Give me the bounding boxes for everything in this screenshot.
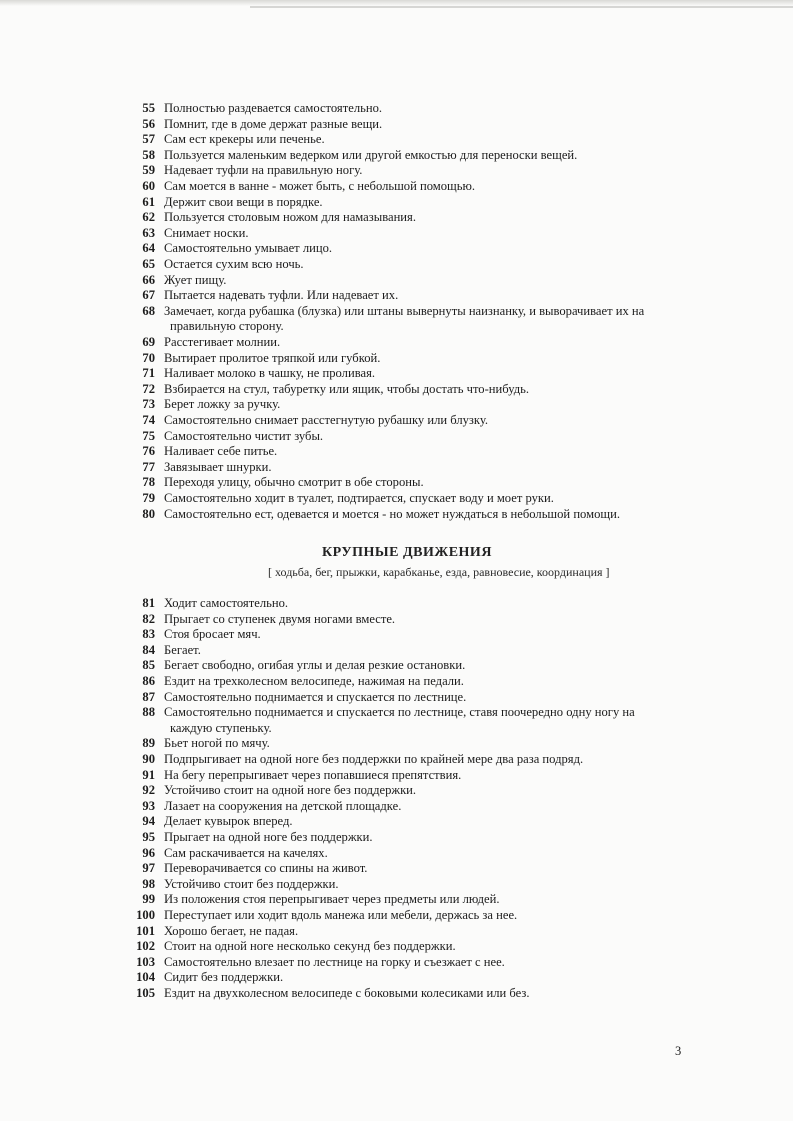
item-number: 57	[142, 132, 155, 147]
item-number: 82	[142, 611, 155, 626]
item-text: Сидит без поддержки.	[164, 970, 284, 985]
list-item	[143, 382, 683, 398]
item-number: 58	[142, 147, 155, 162]
item-text: Самостоятельно поднимается и спускается по лестнице, ставя поочередно одну ногу на	[164, 705, 635, 720]
list-item	[143, 397, 683, 413]
item-number: 88	[142, 705, 155, 720]
list-item	[143, 596, 683, 612]
list-item	[143, 351, 683, 367]
item-text: Самостоятельно умывает лицо.	[164, 241, 333, 256]
item-text: Расстегивает молнии.	[164, 335, 281, 349]
item-text: Ездит на двухколесном велосипеде с боковыми колесиками или без.	[164, 986, 530, 1000]
item-text: Подпрыгивает на одной ноге без поддержки по крайней мере два раза подряд.	[164, 752, 584, 766]
item-number: 72	[142, 381, 155, 396]
item-text: Бьет ногой по мячу.	[164, 736, 270, 751]
item-number: 71	[142, 366, 155, 381]
item-number: 62	[142, 210, 155, 225]
list-item	[143, 752, 683, 768]
item-number: 66	[142, 272, 155, 287]
list-item	[143, 132, 683, 148]
list-item	[143, 117, 683, 133]
list-item	[143, 444, 683, 460]
list-item	[143, 335, 683, 351]
item-text: Ходит самостоятельно.	[164, 596, 289, 610]
item-number: 104	[136, 970, 155, 985]
item-text-continuation: правильную сторону.	[170, 319, 284, 334]
item-number: 101	[136, 923, 155, 938]
item-text: Стоит на одной ноге несколько секунд без поддержки.	[164, 939, 456, 954]
item-number: 96	[142, 845, 155, 860]
section-title: КРУПНЫЕ ДВИЖЕНИЯ	[322, 545, 492, 560]
item-number: 100	[136, 908, 155, 922]
item-text: Самостоятельно влезает по лестнице на горку и съезжает с нее.	[164, 954, 505, 969]
list-item	[143, 179, 683, 195]
item-text: Держит свои вещи в порядке.	[164, 194, 323, 209]
item-number: 73	[142, 397, 155, 412]
list-item	[143, 304, 683, 335]
item-number: 89	[142, 736, 155, 751]
list-item	[143, 507, 683, 523]
item-number: 85	[142, 658, 155, 673]
item-text: Прыгает со ступенек двумя ногами вместе.	[164, 611, 396, 626]
item-number: 86	[142, 674, 155, 688]
item-text: Устойчиво стоит на одной ноге без поддержки.	[164, 783, 417, 798]
item-text: Наливает молоко в чашку, не проливая.	[164, 366, 376, 381]
list-item	[136, 908, 683, 924]
item-number: 87	[142, 689, 155, 704]
item-text: Сам ест крекеры или печенье.	[164, 132, 325, 147]
item-number: 79	[142, 491, 155, 505]
list-item	[143, 257, 683, 273]
item-text: Переступает или ходит вдоль манежа или мебели, держась за нее.	[164, 908, 518, 922]
list-item	[143, 163, 683, 179]
item-number: 103	[136, 954, 155, 969]
item-number: 95	[142, 830, 155, 844]
list-item	[143, 366, 683, 382]
item-text: Остается сухим всю ночь.	[164, 257, 304, 271]
item-number: 70	[142, 350, 155, 365]
list-item	[143, 460, 683, 476]
list-item	[143, 892, 683, 908]
item-text: Самостоятельно снимает расстегнутую рубашку или блузку.	[164, 413, 489, 427]
item-number: 94	[142, 814, 155, 829]
list-item	[143, 846, 683, 862]
item-text: Надевает туфли на правильную ногу.	[164, 163, 363, 178]
item-number: 83	[142, 627, 155, 642]
list-item	[136, 939, 683, 955]
item-text: Сам раскачивается на качелях.	[164, 845, 328, 860]
item-text: Пытается надевать туфли. Или надевает их.	[164, 288, 399, 303]
item-text: Делает кувырок вперед.	[164, 814, 293, 829]
item-number: 97	[142, 861, 155, 876]
item-number: 61	[142, 194, 155, 209]
item-number: 56	[142, 116, 155, 131]
item-text: Переходя улицу, обычно смотрит в обе стороны.	[164, 475, 424, 490]
item-number: 67	[142, 288, 155, 303]
item-number: 55	[142, 101, 155, 115]
list-item	[143, 814, 683, 830]
list-item	[143, 768, 683, 784]
list-item	[143, 429, 683, 445]
item-number: 68	[142, 303, 155, 318]
item-text: Замечает, когда рубашка (блузка) или штаны вывернуты наизнанку, и выворачивает их на	[164, 303, 645, 318]
item-number: 99	[142, 892, 155, 907]
item-text: Самостоятельно ходит в туалет, подтирается, спускает воду и моет руки.	[164, 491, 554, 505]
item-text: Пользуется столовым ножом для намазывания.	[164, 210, 416, 225]
item-number: 75	[142, 428, 155, 443]
item-text: Снимает носки.	[164, 225, 249, 240]
list-item	[143, 799, 683, 815]
list-item	[143, 658, 683, 674]
list-item	[136, 923, 683, 940]
item-number: 91	[142, 767, 155, 782]
item-number: 74	[142, 413, 155, 427]
item-text: Помнит, где в доме держат разные вещи.	[164, 116, 383, 131]
item-number: 80	[142, 506, 155, 521]
list-item	[143, 210, 683, 226]
page-top-shadow	[250, 6, 793, 8]
item-number: 65	[142, 257, 155, 271]
item-text: Устойчиво стоит без поддержки.	[164, 876, 339, 891]
item-number: 59	[142, 163, 155, 178]
item-text: Самостоятельно ест, одевается и моется - но может нуждаться в небольшой помощи.	[164, 506, 620, 521]
item-text: Из положения стоя перепрыгивает через предметы или людей.	[164, 892, 500, 907]
list-item	[136, 986, 683, 1002]
list-item	[143, 627, 683, 643]
list-item	[143, 643, 683, 659]
item-number: 76	[142, 444, 155, 459]
item-text: Завязывает шнурки.	[164, 459, 272, 474]
list-item	[143, 475, 683, 491]
item-number: 60	[142, 179, 155, 193]
list-item	[143, 783, 683, 799]
item-number: 78	[142, 475, 155, 490]
list-item	[143, 288, 683, 304]
list-item	[143, 736, 683, 752]
item-text: Самостоятельно чистит зубы.	[164, 428, 324, 443]
item-text: Прыгает на одной ноге без поддержки.	[164, 830, 373, 844]
list-item	[143, 491, 683, 507]
list-item	[143, 674, 683, 690]
item-number: 93	[142, 798, 155, 813]
item-number: 64	[142, 241, 155, 256]
list-item	[143, 195, 683, 211]
list-item	[143, 273, 683, 289]
item-number: 92	[142, 783, 155, 798]
item-text: Берет ложку за ручку.	[164, 397, 281, 412]
item-text: Жует пищу.	[164, 272, 227, 287]
item-text: Вытирает пролитое тряпкой или губкой.	[164, 350, 381, 365]
item-text: Сам моется в ванне - может быть, с небольшой помощью.	[164, 179, 476, 193]
item-number: 105	[136, 986, 155, 1000]
item-number: 81	[142, 596, 155, 610]
item-text: Полностью раздевается самостоятельно.	[164, 101, 383, 115]
list-item	[143, 690, 683, 706]
item-number: 69	[142, 335, 155, 349]
list-item	[143, 705, 683, 736]
item-text: Самостоятельно поднимается и спускается по лестнице.	[164, 689, 467, 704]
item-text: Ездит на трехколесном велосипеде, нажимая на педали.	[164, 674, 464, 688]
item-text: Бегает свободно, огибая углы и делая резкие остановки.	[164, 658, 466, 673]
list-item	[143, 241, 683, 257]
item-number: 90	[142, 752, 155, 766]
item-text: Хорошо бегает, не падая.	[164, 923, 299, 938]
list-item	[143, 148, 683, 164]
item-text: Лазает на сооружения на детской площадке.	[164, 798, 402, 813]
list-item	[143, 226, 683, 242]
list-item	[143, 413, 683, 429]
item-text: Пользуется маленьким ведерком или другой емкостью для переноски вещей.	[164, 147, 578, 162]
list-item	[143, 877, 683, 893]
list-item	[136, 954, 683, 971]
item-number: 84	[142, 642, 155, 657]
list-item	[136, 970, 683, 986]
item-text: На бегу перепрыгивает через попавшиеся препятствия.	[164, 767, 462, 782]
item-number: 102	[136, 939, 155, 954]
list-item	[143, 861, 683, 877]
item-number: 98	[142, 876, 155, 891]
item-text: Переворачивается со спины на живот.	[164, 861, 368, 876]
item-text: Взбирается на стул, табуретку или ящик, чтобы достать что-нибудь.	[164, 381, 530, 396]
list-item	[143, 101, 683, 117]
item-text: Бегает.	[164, 642, 201, 657]
item-text: Наливает себе питье.	[164, 444, 278, 459]
list-item	[143, 830, 683, 846]
list-item	[143, 612, 683, 628]
item-number: 63	[142, 225, 155, 240]
page-number: 3	[675, 1044, 682, 1058]
section-subtitle: [ ходьба, бег, прыжки, карабканье, езда, равновесие, координация ]	[268, 565, 610, 579]
item-text: Стоя бросает мяч.	[164, 627, 261, 642]
item-number: 77	[142, 459, 155, 474]
item-text-continuation: каждую ступеньку.	[170, 720, 272, 735]
